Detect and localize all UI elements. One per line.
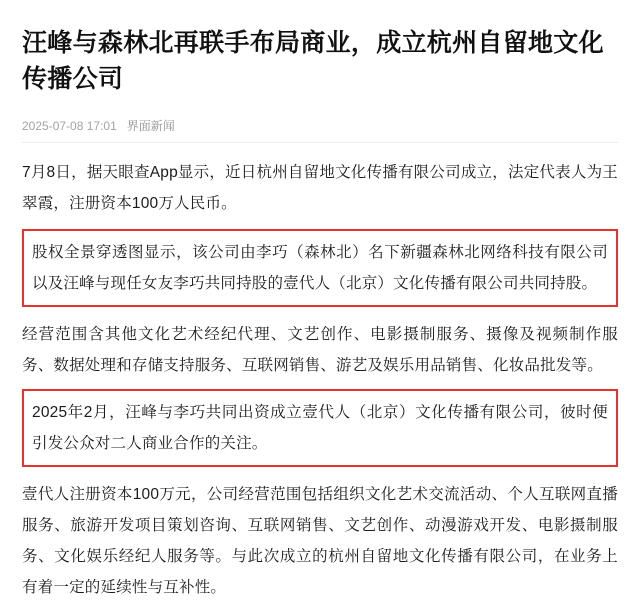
paragraph-5: 壹代人注册资本100万元，公司经营范围包括组织文化艺术交流活动、个人互联网直播服务、旅游开发项目策划咨询、互联网销售、文艺创作、动漫游戏开发、电影摄制服务、文化娱乐经纪人服务等。与此次成立的杭州自留地文化传播有限公司，在业务上有着一定的延续性与互补性。 bbox=[22, 486, 618, 596]
highlight-box-2 bbox=[22, 389, 618, 467]
paragraph-2: 股权全景穿透图显示，该公司由李巧（森林北）名下新疆森林北网络科技有限公司以及汪峰与现任女友李巧共同持股的壹代人（北京）文化传播有限公司共同持股。 bbox=[32, 244, 608, 292]
paragraph-3: 经营范围含其他文化艺术经纪代理、文艺创作、电影摄制服务、摄像及视频制作服务、数据处理和存储支持服务、互联网销售、游艺及娱乐用品销售、化妆品批发等。 bbox=[22, 326, 618, 374]
publisher-name: 界面新闻 bbox=[126, 119, 175, 133]
page-title: 汪峰与森林北再联手布局商业，成立杭州自留地文化传播公司 bbox=[22, 29, 604, 93]
highlight-box-1 bbox=[22, 229, 618, 307]
publish-date: 2025-07-08 17:01 bbox=[22, 118, 117, 133]
header-divider bbox=[22, 142, 618, 143]
article-meta bbox=[22, 117, 618, 134]
paragraph-1: 7月8日，据天眼查App显示，近日杭州自留地文化传播有限公司成立，法定代表人为王翠霞，注册资本100万人民币。 bbox=[22, 164, 618, 212]
paragraph-4: 2025年2月，汪峰与李巧共同出资成立壹代人（北京）文化传播有限公司，彼时便引发公众对二人商业合作的关注。 bbox=[32, 404, 608, 452]
